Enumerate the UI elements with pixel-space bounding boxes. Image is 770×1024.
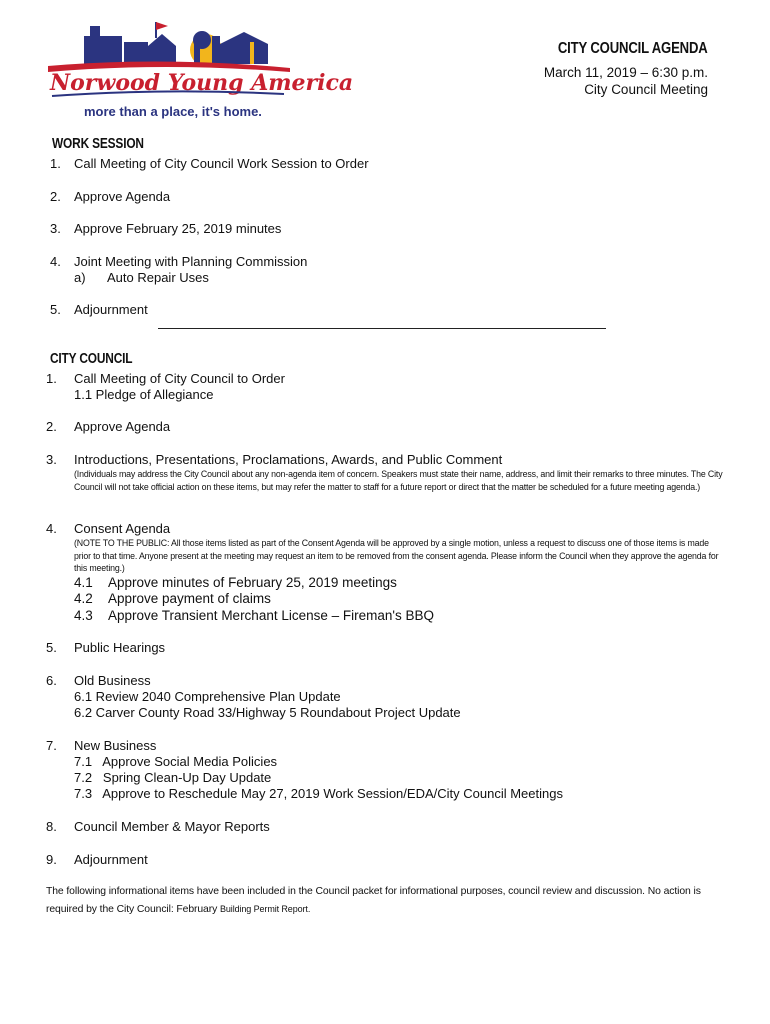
item-number: 3. — [46, 452, 57, 467]
item-number: 4. — [46, 521, 57, 536]
item-number: 5. — [50, 302, 61, 317]
sub-item-text: Auto Repair Uses — [107, 270, 209, 285]
sub-item-text: Approve payment of claims — [108, 591, 271, 606]
work-session-title: WORK SESSION — [52, 136, 144, 152]
item-text: Approve February 25, 2019 minutes — [74, 221, 282, 236]
section-divider — [158, 328, 606, 329]
item-note: (NOTE TO THE PUBLIC: All those items listed as part of the Consent Agenda will be approved by a single motion, unless a request to discuss one of those items is made prior to that time. Anyone present at the meeting may request an item to be removed from the consent agenda. Please inform the Council when they approve the agenda for this meeting.) — [74, 538, 719, 573]
sub-item-number: 4.1 — [74, 575, 93, 590]
list-item — [50, 254, 650, 288]
list-item — [46, 640, 726, 658]
footer-text: The following informational items have been included in the Council packet for informational purposes, council review and discussion. No action is required by the City Council: February — [46, 886, 701, 915]
list-item — [46, 852, 726, 870]
list-item — [50, 302, 650, 320]
item-number: 8. — [46, 819, 57, 834]
item-number: 9. — [46, 852, 57, 867]
list-item — [50, 221, 650, 239]
item-text: Introductions, Presentations, Proclamations, Awards, and Public Comment — [74, 452, 503, 467]
city-logo — [44, 18, 354, 122]
item-text: Consent Agenda — [74, 521, 171, 536]
list-item — [46, 673, 726, 725]
sub-item-text: Approve minutes of February 25, 2019 meetings — [108, 575, 397, 590]
item-text: Public Hearings — [74, 640, 166, 655]
city-council-title: CITY COUNCIL — [50, 351, 133, 367]
sub-item: 7.1 Approve Social Media Policies — [74, 754, 278, 769]
list-item — [46, 371, 726, 405]
list-item — [46, 738, 726, 804]
item-number: 5. — [46, 640, 57, 655]
sub-item — [74, 591, 271, 608]
list-item — [50, 189, 650, 207]
item-number: 4. — [50, 254, 61, 269]
list-item — [46, 521, 726, 631]
item-text: New Business — [74, 738, 157, 753]
svg-text:Norwood Young America: Norwood Young America — [50, 70, 354, 96]
item-number: 6. — [46, 673, 57, 688]
agenda-title: CITY COUNCIL AGENDA — [558, 40, 708, 57]
item-text: Joint Meeting with Planning Commission — [74, 254, 308, 269]
sub-item-number: 4.2 — [74, 591, 93, 606]
list-item — [46, 419, 726, 437]
agenda-header — [525, 40, 708, 98]
item-number: 1. — [50, 156, 61, 171]
item-text: Approve Agenda — [74, 189, 171, 204]
item-text: Old Business — [74, 673, 151, 688]
sub-item-number: a) — [74, 270, 86, 285]
meeting-date: March 11, 2019 – 6:30 p.m. — [543, 65, 708, 80]
sub-item — [74, 575, 397, 592]
sub-item — [74, 608, 434, 625]
sub-item: 6.2 Carver County Road 33/Highway 5 Roundabout Project Update — [74, 705, 461, 720]
item-text: Call Meeting of City Council to Order — [74, 371, 285, 386]
item-number: 7. — [46, 738, 57, 753]
meeting-type: City Council Meeting — [584, 82, 708, 97]
sub-item-number: 4.3 — [74, 608, 93, 623]
city-skyline-icon — [44, 18, 354, 122]
item-text: Adjournment — [74, 852, 148, 867]
item-text: Approve Agenda — [74, 419, 171, 434]
item-number: 3. — [50, 221, 61, 236]
sub-item: 7.2 Spring Clean-Up Day Update — [74, 770, 272, 785]
svg-text:more than a place, it's home.: more than a place, it's home. — [84, 104, 262, 119]
list-item — [50, 156, 650, 174]
item-text: Adjournment — [74, 302, 148, 317]
sub-item: 6.1 Review 2040 Comprehensive Plan Update — [74, 689, 341, 704]
item-number: 2. — [46, 419, 57, 434]
list-item — [46, 819, 726, 837]
sub-item: 7.3 Approve to Reschedule May 27, 2019 Work Session/EDA/City Council Meetings — [74, 786, 563, 801]
list-item — [46, 452, 726, 512]
item-note: (Individuals may address the City Council about any non-agenda item of concern. Speakers must state their name, address, and limit their remarks to three minutes. The City Council will not take official action on these items, but may refer the matter to staff for a future report or direct that the matter be scheduled for a future meeting agenda.) — [74, 469, 723, 492]
item-number: 2. — [50, 189, 61, 204]
item-text: Council Member & Mayor Reports — [74, 819, 270, 834]
sub-item: 1.1 Pledge of Allegiance — [74, 387, 214, 402]
item-number: 1. — [46, 371, 57, 386]
item-text: Call Meeting of City Council Work Session to Order — [74, 156, 369, 171]
sub-item-text: Approve Transient Merchant License – Fireman's BBQ — [108, 608, 434, 623]
footer-tail: Building Permit Report. — [219, 903, 311, 914]
informational-items-note — [46, 884, 726, 918]
